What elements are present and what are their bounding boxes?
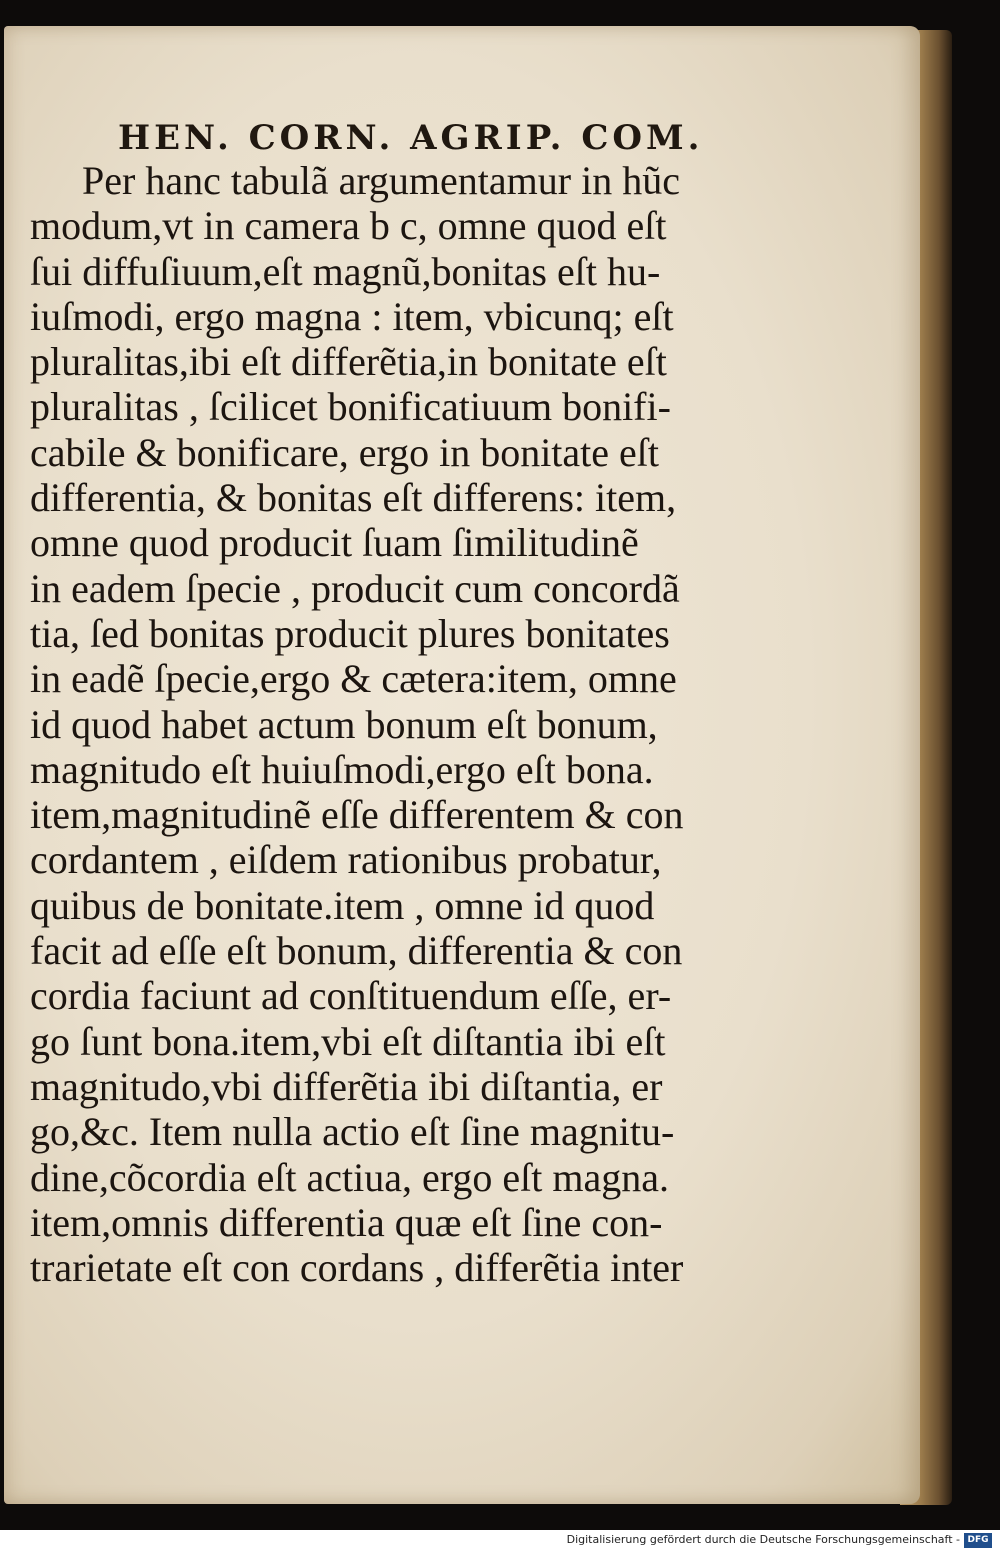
text-line: magnitudo eſt huiuſmodi,ergo eſt bona. [30, 746, 654, 792]
text-line: go,&c. Item nulla actio eſt ſine magnitu- [30, 1109, 675, 1155]
text-line: id quod habet actum bonum eſt bonum, [30, 701, 658, 747]
digitization-footer [0, 1530, 1000, 1551]
funding-credit: Digitalisierung gefördert durch die Deutsche Forschungsgemeinschaft - [566, 1533, 960, 1546]
body-text [30, 158, 730, 1290]
text-line: item,magnitudinẽ eſſe differentem & con [30, 792, 684, 838]
text-line: trarietate eſt con cordans , differẽtia inter [30, 1245, 684, 1291]
text-line: omne quod producit ſuam ſimilitudinẽ [30, 520, 639, 566]
text-line: in eadẽ ſpecie,ergo & cætera:item, omne [30, 656, 677, 702]
text-line: cordia faciunt ad conſtituendum eſſe, er- [30, 973, 672, 1019]
text-line: facit ad eſſe eſt bonum, differentia & con [30, 928, 683, 974]
text-line: ſui diffuſiuum,eſt magnũ,bonitas eſt hu- [30, 248, 661, 294]
running-header: HEN. CORN. AGRIP. COM. [118, 118, 704, 158]
text-line: in eadem ſpecie , producit cum concordã [30, 565, 680, 611]
text-line: tia, ſed bonitas producit plures bonitates [30, 610, 670, 656]
text-line: differentia, & bonitas eſt differens: item, [30, 475, 677, 521]
text-line: go ſunt bona.item,vbi eſt diſtantia ibi eſt [30, 1018, 666, 1064]
text-line: magnitudo,vbi differẽtia ibi diſtantia, er [30, 1063, 663, 1109]
text-line: pluralitas , ſcilicet bonificatiuum bonifi- [30, 384, 671, 430]
text-line: item,omnis differentia quæ eſt ſine con- [30, 1199, 663, 1245]
text-line: cordantem , eiſdem rationibus probatur, [30, 837, 662, 883]
text-line: Per hanc tabulã argumentamur in hũc [82, 158, 680, 203]
text-line: modum,vt in camera b c, omne quod eſt [30, 203, 667, 249]
dfg-logo-icon: DFG [964, 1533, 992, 1548]
text-line: pluralitas,ibi eſt differẽtia,in bonitate eſt [30, 339, 667, 385]
text-line: quibus de bonitate.item , omne id quod [30, 882, 655, 928]
text-line: cabile & bonificare, ergo in bonitate eſt [30, 429, 660, 475]
text-line: iuſmodi, ergo magna : item, vbicunq; eſt [30, 293, 674, 339]
text-line: dine,cõcordia eſt actiua, ergo eſt magna. [30, 1154, 669, 1200]
